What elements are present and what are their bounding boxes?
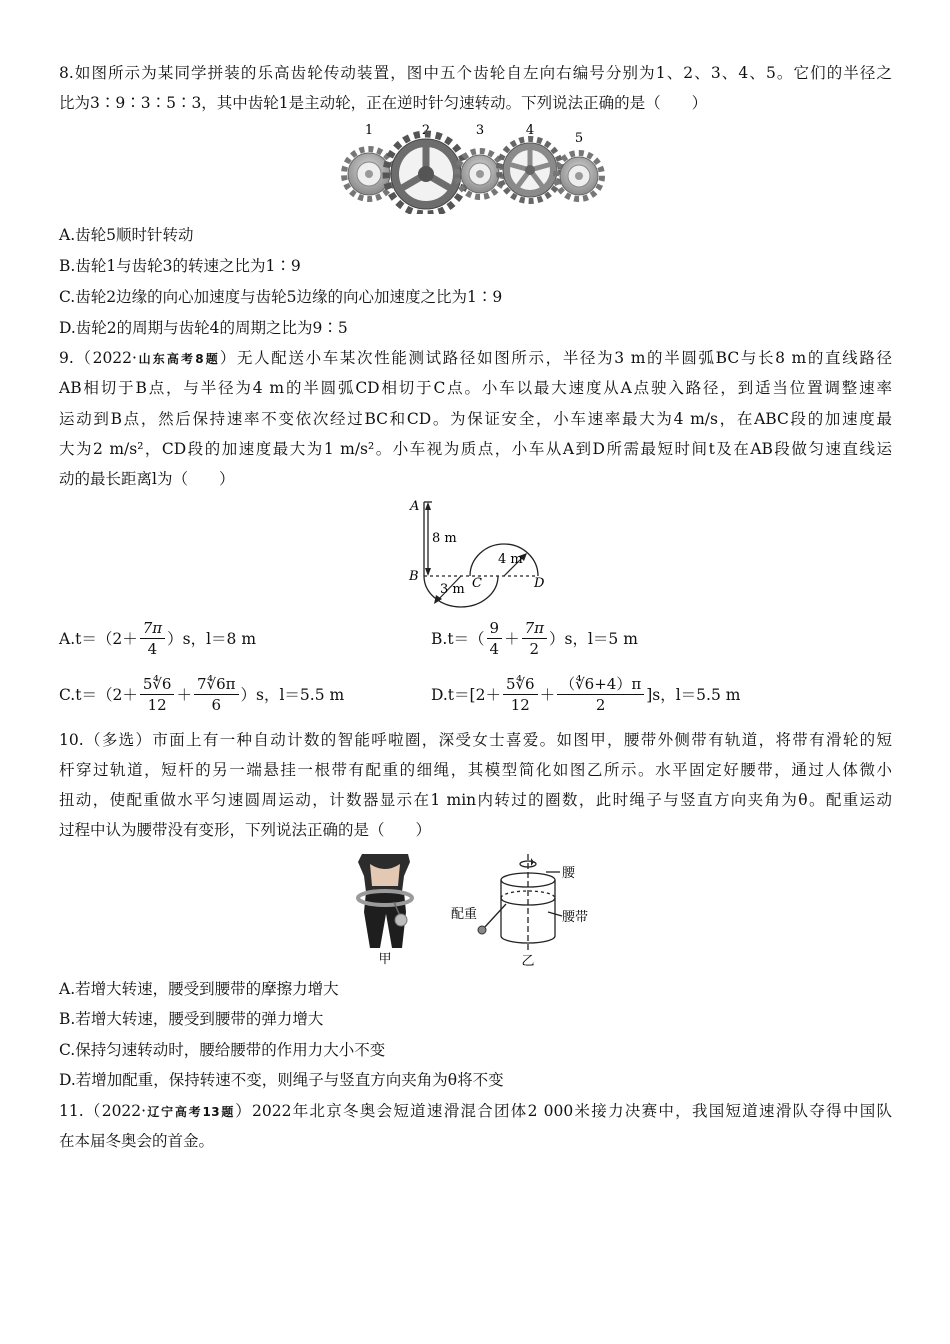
- q10-option-b: B.若增大转速，腰受到腰带的弹力增大: [59, 1010, 324, 1028]
- figure-jia-label: 甲: [378, 952, 392, 966]
- q9-stem-line-1: [59, 347, 892, 370]
- q10-option-c: C.保持匀速转动时，腰给腰带的作用力大小不变: [59, 1041, 386, 1059]
- q11-stem-line-1: [59, 1100, 892, 1123]
- q9-stem-line-4: 大为2 m/s²，CD段的加速度最大为1 m/s²。小车视为质点，小车从A到D所需最短时间t及在AB段做匀速直线运: [59, 440, 892, 458]
- gear-2: [386, 134, 466, 214]
- q9-option-a: A.t＝（2＋ $\frac{7\pi}{4}$ ）s，l＝8 m: [59, 619, 257, 658]
- gear-label-1: 1: [364, 123, 374, 138]
- q9-stem-line-3: 运动到B点，然后保持速率不变依次经过BC和CD。为保证安全，小车速率最大为4 m/s，在ABC段的加速度最: [59, 410, 892, 428]
- gear-train-figure: [340, 118, 610, 214]
- q10-option-d: D.若增加配重，保持转速不变，则绳子与竖直方向夹角为θ将不变: [59, 1071, 504, 1089]
- figure-yi-label: 乙: [521, 954, 535, 969]
- q9-option-c: C.t＝（2＋ $\frac{5∜6}{12}$ ＋ $\frac{7∜6\pi}{6}$ ）s，l＝5.5 m: [59, 675, 345, 714]
- q10-stem-line-1: 10.（多选）市面上有一种自动计数的智能呼啦圈，深受女士喜爱。如图甲，腰带外侧带有轨道，将带有滑轮的短: [59, 731, 892, 749]
- hula-hoop-photo: [352, 852, 418, 966]
- q8-stem-line-2: 比为3∶9∶3∶5∶3，其中齿轮1是主动轮，正在逆时针匀速转动。下列说法正确的是（ ）: [59, 94, 708, 112]
- gear-label-2: 2: [421, 123, 431, 138]
- q10-stem-line-3: 扭动，使配重做水平匀速圆周运动，计数器显示在1 min内转过的圈数，此时绳子与竖直方向夹角为θ。配重运动: [59, 791, 892, 809]
- belt-label: 腰带: [562, 910, 589, 925]
- waist-model-figure: [448, 852, 608, 970]
- q10-option-a: A.若增大转速，腰受到腰带的摩擦力增大: [59, 980, 339, 998]
- radius-large-label: 4 m: [498, 552, 523, 567]
- q10-stem-line-4: 过程中认为腰带没有变形，下列说法正确的是（ ）: [59, 821, 432, 839]
- q9-stem-line-2: AB相切于B点，与半径为4 m的半圆弧CD相切于C点。小车以最大速度从A点驶入路径，到适当位置调整速率: [59, 379, 892, 397]
- point-d: D: [534, 576, 545, 591]
- q10-stem-line-2: 杆穿过轨道，短杆的另一端悬挂一根带有配重的细绳，其模型简化如图乙所示。水平固定好腰带，通过人体微小: [59, 761, 892, 779]
- q9-number: 9.（2022·: [59, 349, 137, 367]
- q8-option-d: D.齿轮2的周期与齿轮4的周期之比为9∶5: [59, 319, 348, 337]
- q9-stem-line-5: 动的最长距离l为（ ）: [59, 470, 235, 488]
- q9-stem-line-1-text: ）无人配送小车某次性能测试路径如图所示，半径为3 m的半圆弧BC与长8 m的直线路径: [219, 349, 892, 367]
- q9-option-d: D.t＝[2＋ $\frac{5∜6}{12}$ ＋ $\frac{(∜6+4)\pi}{2}$ ]s，l＝5.5 m: [431, 675, 741, 714]
- point-b: B: [409, 569, 419, 584]
- q8-option-b: B.齿轮1与齿轮3的转速之比为1∶9: [59, 257, 301, 275]
- point-c: C: [472, 576, 482, 591]
- q11-number: 11.（2022·: [59, 1102, 147, 1120]
- gear-4: [499, 139, 561, 201]
- point-a: A: [410, 499, 420, 514]
- gear-label-4: 4: [525, 123, 535, 138]
- weight-label: 配重: [451, 907, 478, 922]
- length-label: 8 m: [432, 531, 457, 546]
- gear-5: [556, 153, 602, 199]
- q8-option-c: C.齿轮2边缘的向心加速度与齿轮5边缘的向心加速度之比为1∶9: [59, 288, 503, 306]
- q8-option-a: A.齿轮5顺时针转动: [59, 226, 194, 244]
- path-figure: [398, 494, 558, 610]
- gear-label-5: 5: [574, 131, 584, 146]
- q11-source: 辽宁高考13题: [146, 1105, 236, 1119]
- q11-stem-line-1-text: ）2022年北京冬奥会短道速滑混合团体2 000米接力决赛中，我国短道速滑队夺得中国队: [235, 1102, 892, 1120]
- gear-label-3: 3: [475, 123, 485, 138]
- radius-small-label: 3 m: [440, 582, 465, 597]
- q9-source: 山东高考8题: [136, 352, 220, 366]
- q9-option-b: B.t＝（ $\frac{9}{4}$ ＋ $\frac{7\pi}{2}$ ）s，l＝5 m: [431, 619, 638, 658]
- q11-stem-line-2: 在本届冬奥会的首金。: [59, 1132, 215, 1150]
- waist-label: 腰: [562, 866, 576, 881]
- q8-stem-line-1: 8.如图所示为某同学拼装的乐高齿轮传动装置，图中五个齿轮自左向右编号分别为1、2、3、4、5。它们的半径之: [59, 64, 892, 82]
